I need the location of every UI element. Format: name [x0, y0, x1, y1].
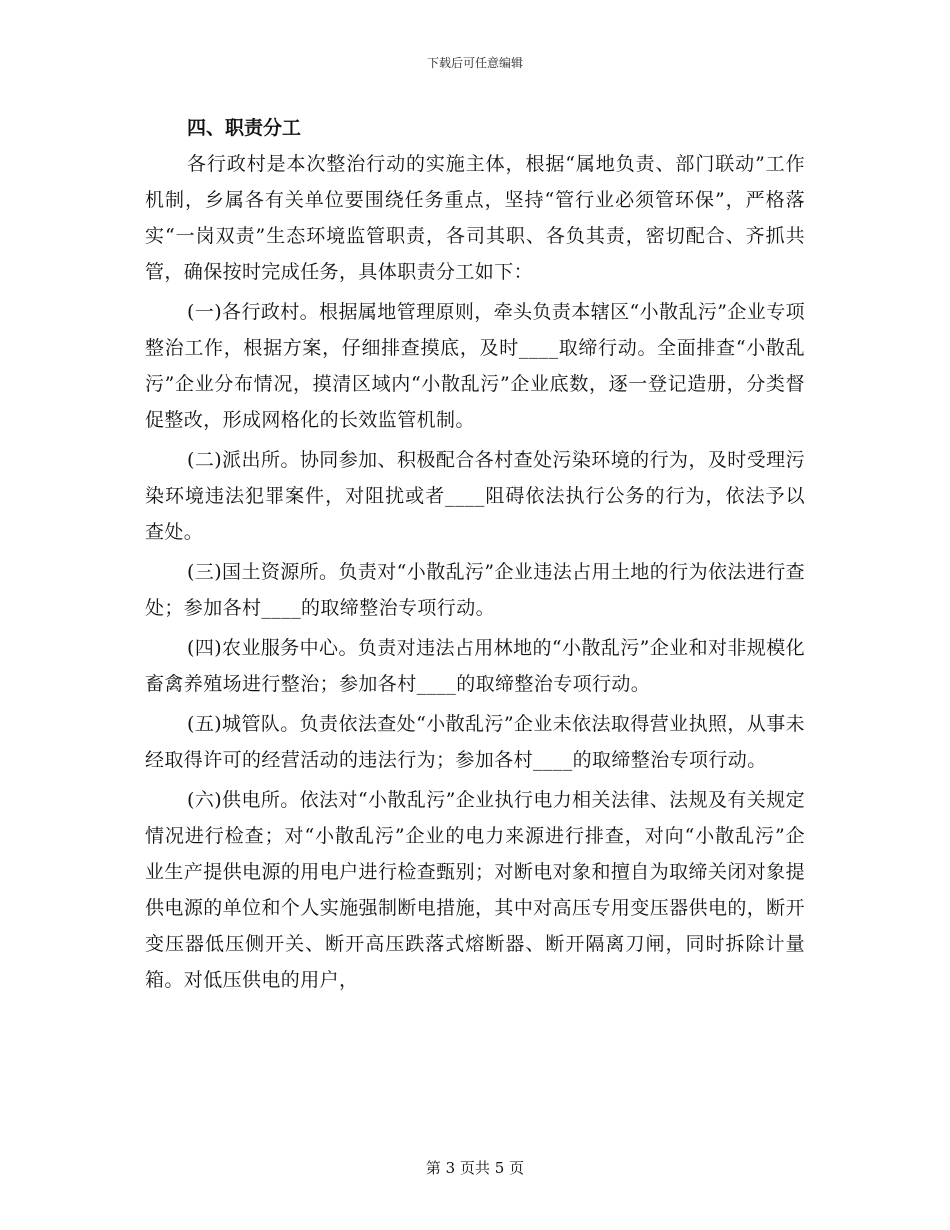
- page-header: 下载后可任意编辑: [426, 56, 523, 70]
- document-body: [145, 110, 805, 1002]
- paragraph-power-supply: (六)供电所。依法对“小散乱污”企业执行电力相关法律、法规及有关规定情况进行检查；对“小散乱污”企业的电力来源进行排查，对向“小散乱污”企业生产提供电源的用电户进行检查甄别；对断电对象和擅自为取缔关闭对象提供电源的单位和个人实施强制断电措施，其中对高压专用变压器供电的，断开变压器低压侧开关、断开高压跌落式熔断器、断开隔离刀闸，同时拆除计量箱。对低压供电的用户，: [145, 789, 805, 991]
- paragraph-land-resources: (三)国土资源所。负责对“小散乱污”企业违法占用土地的行为依法进行查处；参加各村____的取缔整治专项行动。: [145, 561, 805, 619]
- paragraph-intro: 各行政村是本次整治行动的实施主体，根据“属地负责、部门联动”工作机制，乡属各有关单位要围绕任务重点，坚持“管行业必须管环保”，严格落实“一岗双责”生态环境监管职责，各司其职、各负其责，密切配合、齐抓共管，确保按时完成任务，具体职责分工如下：: [145, 153, 805, 283]
- page-footer: 第 3 页共 5 页: [425, 1159, 525, 1177]
- paragraph-villages: (一)各行政村。根据属地管理原则，牵头负责本辖区“小散乱污”企业专项整治工作，根据方案，仔细排查摸底，及时____取缔行动。全面排查“小散乱污”企业分布情况，摸清区域内“小散乱污”企业底数，逐一登记造册，分类督促整改，形成网格化的长效监管机制。: [145, 301, 805, 431]
- paragraph-urban-management: (五)城管队。负责依法查处“小散乱污”企业未依法取得营业执照，从事未经取得许可的经营活动的违法行为；参加各村____的取缔整治专项行动。: [145, 713, 805, 771]
- paragraph-agriculture-center: (四)农业服务中心。负责对违法占用林地的“小散乱污”企业和对非规模化畜禽养殖场进行整治；参加各村____的取缔整治专项行动。: [145, 637, 805, 695]
- section-title: 四、职责分工: [187, 117, 302, 139]
- paragraph-police-station: (二)派出所。协同参加、积极配合各村查处污染环境的行为，及时受理污染环境违法犯罪案件，对阻扰或者____阻碍依法执行公务的行为，依法予以查处。: [145, 449, 805, 543]
